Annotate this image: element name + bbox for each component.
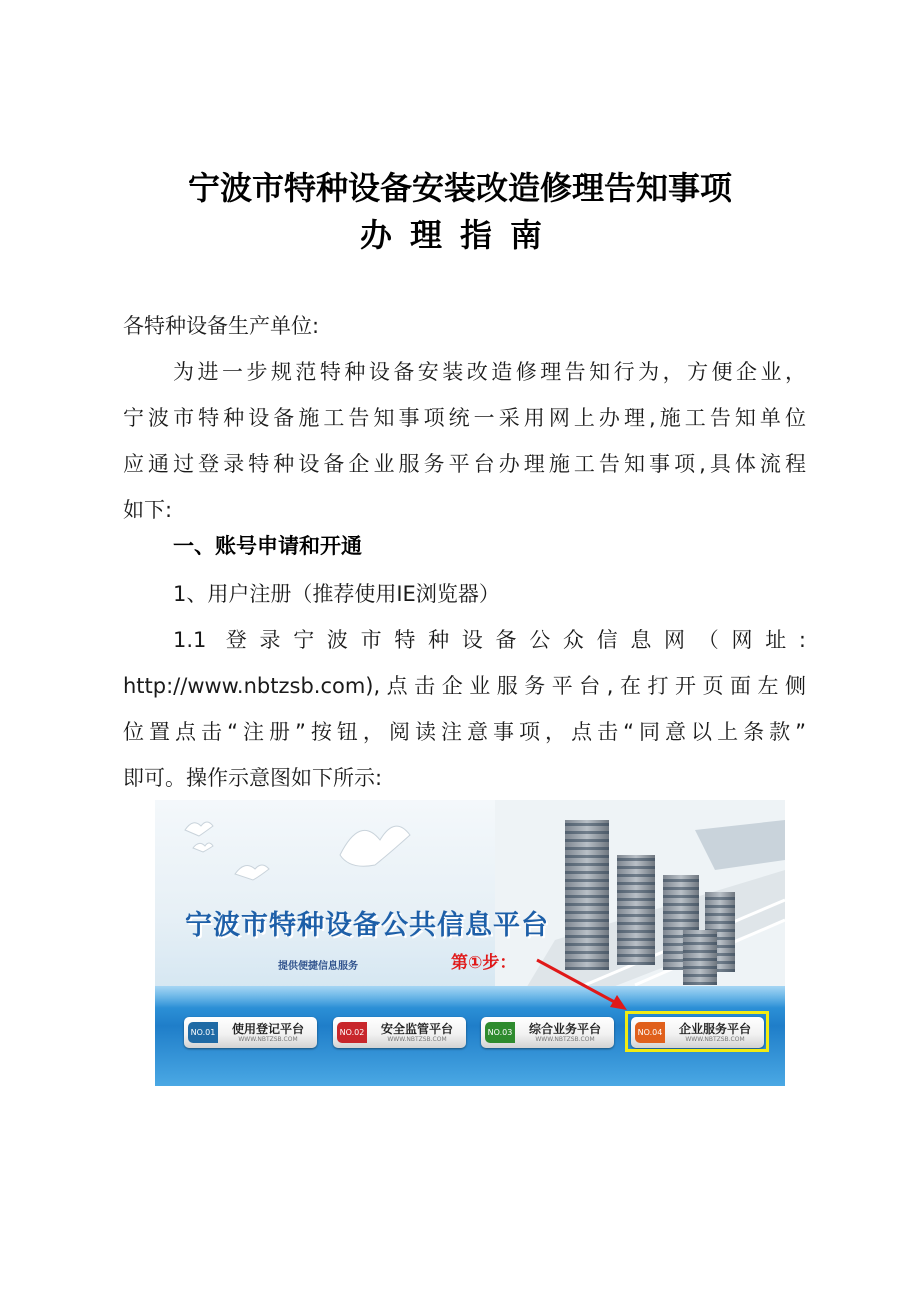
button-label: 使用登记平台 (231, 1022, 304, 1036)
button-url: WWW.NBTZSB.COM (535, 1036, 595, 1043)
document-subtitle: 办理指南 (359, 216, 560, 254)
button-url: WWW.NBTZSB.COM (238, 1036, 298, 1043)
step1-1-line: 1.1 登录宁波市特种设备公众信息网（网址: (173, 628, 806, 652)
nav-button-general-business[interactable] (481, 1017, 614, 1048)
platform-screenshot (155, 800, 785, 1086)
button-url: WWW.NBTZSB.COM (685, 1036, 745, 1043)
step1-heading: 1、用户注册（推荐使用IE浏览器） (173, 582, 500, 606)
highlight-box (625, 1011, 769, 1052)
button-number-badge: NO.04 (635, 1022, 665, 1043)
intro-line: 为进一步规范特种设备安装改造修理告知行为，方便企业， (173, 360, 806, 384)
nav-button-usage-registration[interactable] (184, 1017, 317, 1048)
step1-block (123, 571, 806, 801)
button-number-badge: NO.02 (337, 1022, 367, 1043)
intro-line: 如下: (123, 498, 173, 522)
button-label: 企业服务平台 (678, 1022, 751, 1036)
button-url: WWW.NBTZSB.COM (387, 1036, 447, 1043)
intro-line: 应通过登录特种设备企业服务平台办理施工告知事项,具体流程 (123, 452, 806, 476)
button-label: 综合业务平台 (528, 1022, 601, 1036)
section1-heading: 一、账号申请和开通 (173, 534, 362, 558)
platform-subtitle: 提供便捷信息服务 (278, 961, 358, 972)
step1-1-line: http://www.nbtzsb.com),点击企业服务平台,在打开页面左侧 (123, 674, 806, 698)
step1-1-line: 即可。操作示意图如下所示: (123, 766, 383, 790)
intro-line: 宁波市特种设备施工告知事项统一采用网上办理,施工告知单位 (123, 406, 806, 430)
platform-title: 宁波市特种设备公共信息平台 (185, 910, 549, 941)
salutation: 各特种设备生产单位: (123, 314, 320, 338)
document-title: 宁波市特种设备安装改造修理告知事项 (187, 169, 732, 207)
nav-button-safety-supervision[interactable] (333, 1017, 466, 1048)
step1-1-line: 位置点击“注册”按钮，阅读注意事项，点击“同意以上条款” (123, 720, 806, 744)
button-number-badge: NO.03 (485, 1022, 515, 1043)
button-number-badge: NO.01 (188, 1022, 218, 1043)
step-label: 第①步： (451, 953, 517, 973)
intro-block (123, 303, 806, 533)
button-label: 安全监管平台 (380, 1022, 453, 1036)
